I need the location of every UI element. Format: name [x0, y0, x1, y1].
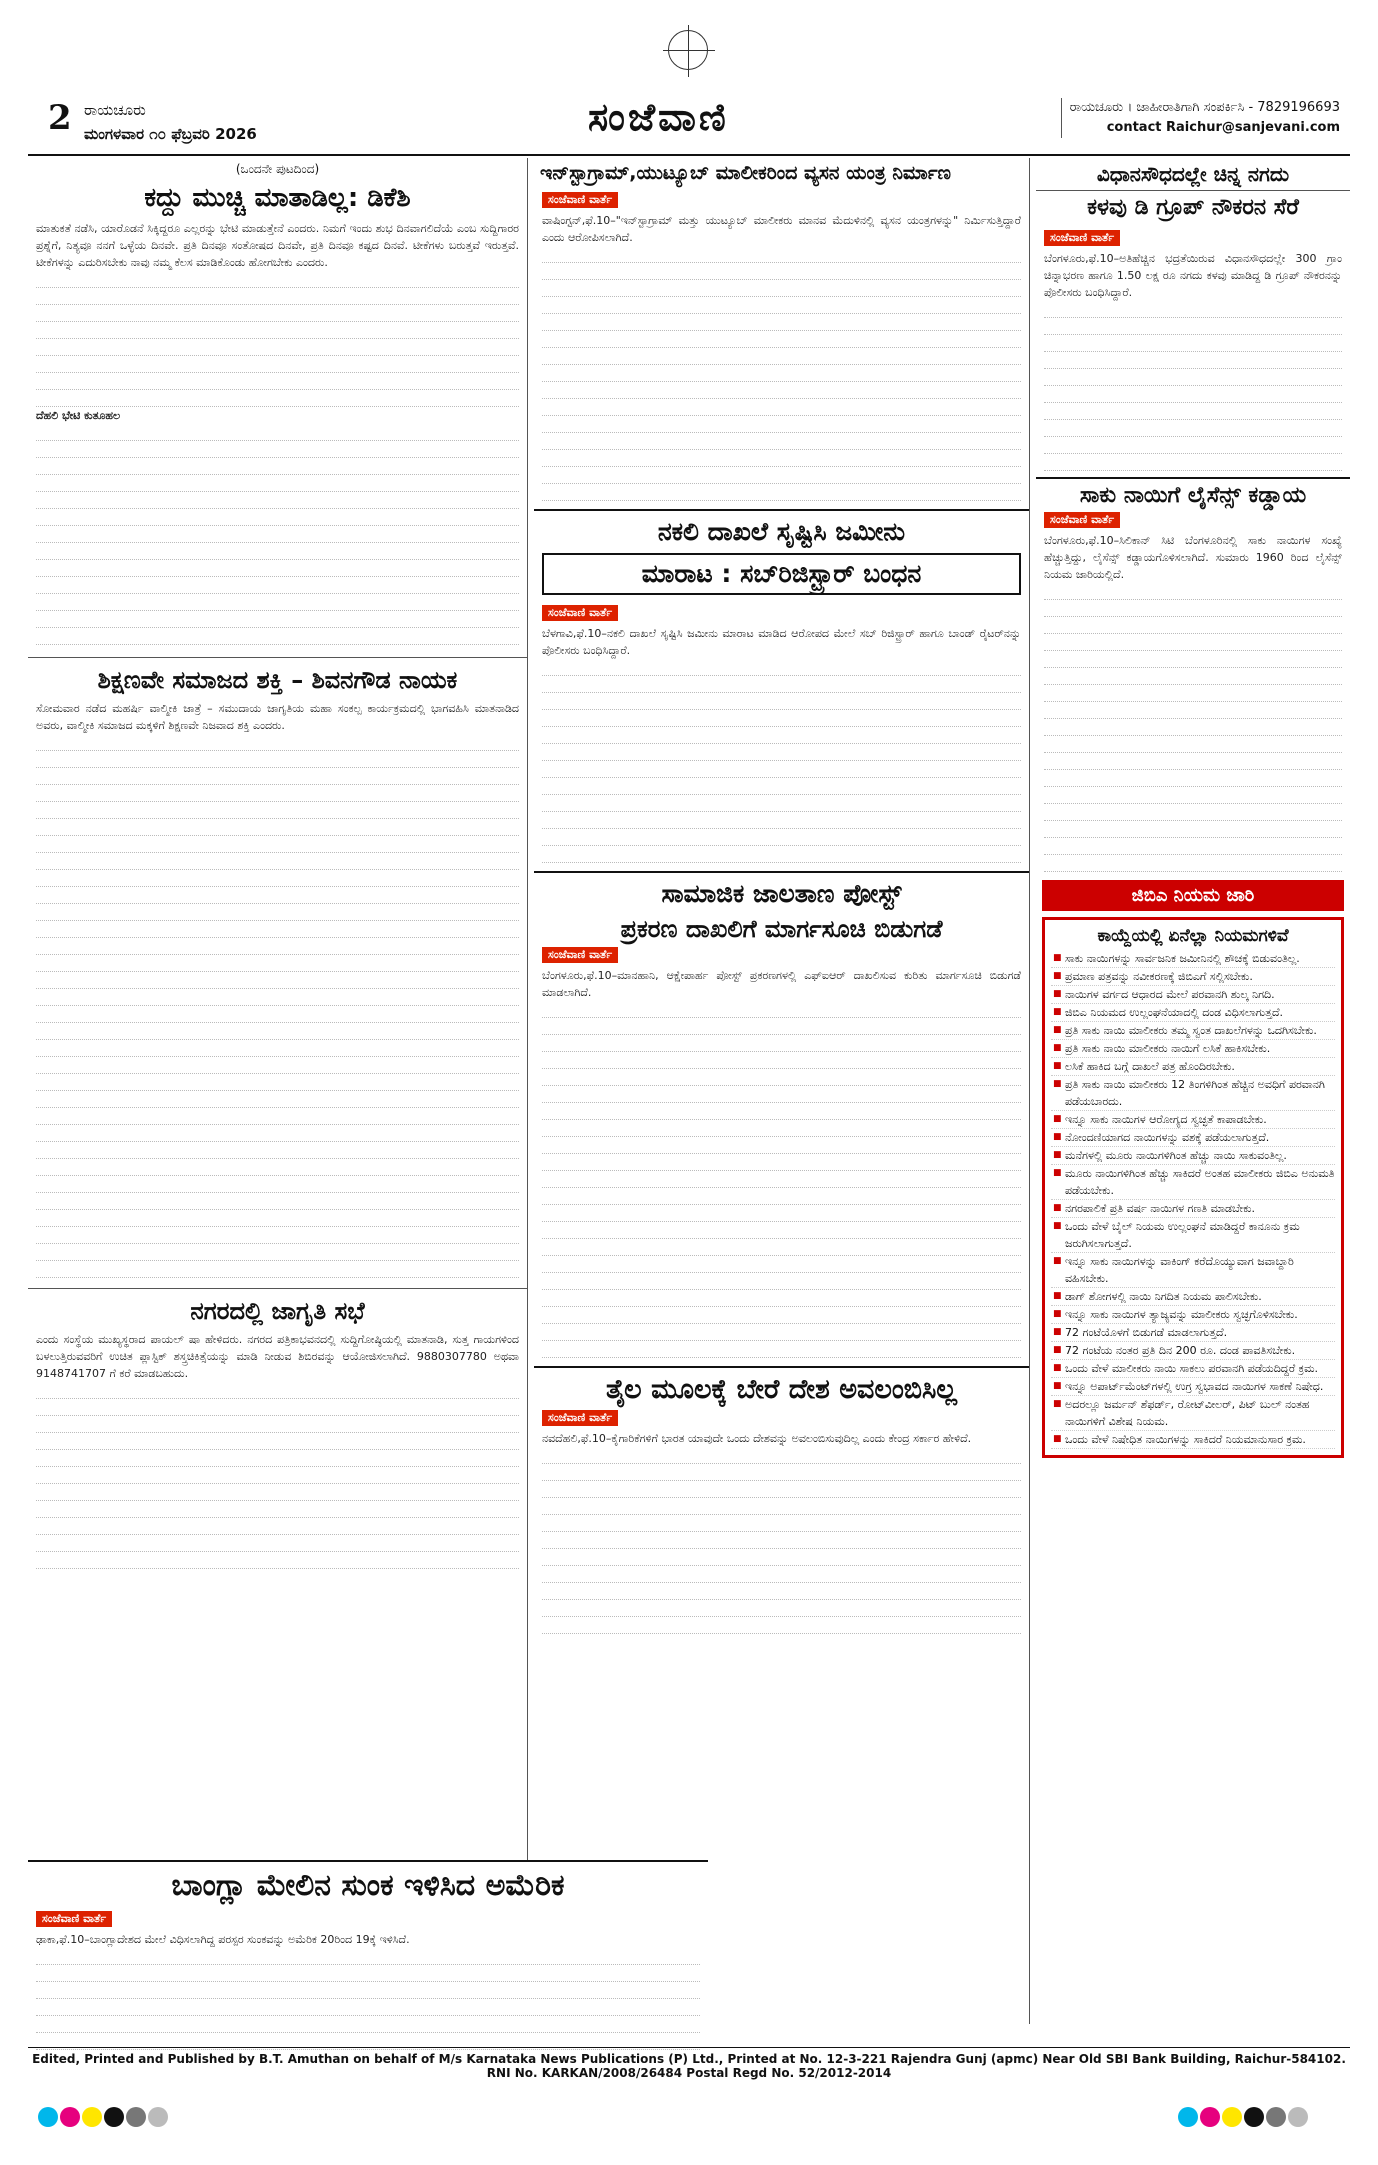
rule-item: ■ ಅದರಲ್ಲೂ ಜರ್ಮನ್ ಶೆಫರ್ಡ್, ರೋಟ್‌ವೀಲರ್, ಪಿಟ್ ಬುಲ್ ನಂತಹ ನಾಯಿಗಳಿಗೆ ವಿಶೇಷ ನಿಯಮ.: [1051, 1396, 1335, 1431]
rule-item: ■ ಲಸಿಕೆ ಹಾಕಿದ ಬಗ್ಗೆ ದಾಖಲೆ ಪತ್ರ ಹೊಂದಿರಬೇಕು.: [1051, 1058, 1335, 1076]
gba-rules-bar: ಜಿಬಿಎ ನಿಯಮ ಜಾರಿ: [1042, 880, 1344, 911]
byline-tag: ಸಂಜೆವಾಣಿ ವಾರ್ತೆ: [542, 947, 618, 963]
article-education-body: ಸೋಮವಾರ ನಡೆದ ಮಹರ್ಷಿ ವಾಲ್ಮೀಕಿ ಜಾತ್ರೆ – ಸಮುದಾಯ ಜಾಗೃತಿಯ ಮಹಾ ಸಂಕಲ್ಪ ಕಾರ್ಯಕ್ರಮದಲ್ಲಿ ಭಾಗವಹಿಸಿ ಮಾತನಾಡಿದ ಅವರು, ವಾಲ್ಮೀಕಿ ಸಮಾಜದ ಮಕ್ಕಳಿಗೆ ಶಿಕ್ಷಣವೇ ನಿಜವಾದ ಶಕ್ತಿ ಎಂದರು.: [36, 702, 519, 732]
article-oil: [534, 1366, 1029, 1634]
article-dog-license: [1036, 477, 1350, 872]
rule-item: ■ ಒಂದು ವೇಳೆ ಮಾಲೀಕರು ನಾಯಿ ಸಾಕಲು ಪರವಾನಗಿ ಪಡೆಯದಿದ್ದರೆ ಕ್ರಮ.: [1051, 1360, 1335, 1378]
article-oil-body: ನವದೆಹಲಿ,ಫೆ.10–ಕೈಗಾರಿಕೆಗಳಿಗೆ ಭಾರತ ಯಾವುದೇ ಒಂದು ದೇಶವನ್ನು ಅವಲಂಬಿಸುವುದಿಲ್ಲ ಎಂದು ಕೇಂದ್ರ ಸರ್ಕಾರ ಹೇಳಿದೆ.: [542, 1432, 972, 1445]
headline-land-sale-2: ಮಾರಾಟ : ಸಬ್‌ರಿಜಿಸ್ಟ್ರಾರ್ ಬಂಧನ: [542, 553, 1021, 595]
rule-item: ■ ನಗರಪಾಲಿಕೆ ಪ್ರತಿ ವರ್ಷ ನಾಯಿಗಳ ಗಣತಿ ಮಾಡಬೇಕು.: [1051, 1200, 1335, 1218]
article-dog-license-body: ಬೆಂಗಳೂರು,ಫೆ.10–ಸಿಲಿಕಾನ್ ಸಿಟಿ ಬೆಂಗಳೂರಿನಲ್ಲಿ ಸಾಕು ನಾಯಿಗಳ ಸಂಖ್ಯೆ ಹೆಚ್ಚುತ್ತಿದ್ದು, ಲೈಸೆನ್ಸ್ ಕಡ್ಡಾಯಗೊಳಿಸಲಾಗಿದೆ. ಸುಮಾರು 1960 ರಿಂದ ಲೈಸೆನ್ಸ್ ನಿಯಮ ಜಾರಿಯಲ್ಲಿದೆ.: [1044, 534, 1342, 581]
column-right: [1036, 158, 1350, 2024]
masthead-date: ಮಂಗಳವಾರ ೧೦ ಫೆಬ್ರವರಿ 2026: [84, 125, 257, 143]
headline-awareness: ನಗರದಲ್ಲಿ ಜಾಗೃತಿ ಸಭೆ: [28, 1288, 527, 1325]
article-education-continued: [28, 734, 527, 1278]
article-dkshi-subhead: ದೆಹಲಿ ಭೇಟಿ ಕುತೂಹಲ: [36, 409, 121, 422]
article-vidhana-continued: [1036, 301, 1350, 471]
rule-item: ■ ನೋಂದಣಿಯಾಗದ ನಾಯಿಗಳನ್ನು ವಶಕ್ಕೆ ಪಡೆಯಲಾಗುತ್ತದೆ.: [1051, 1129, 1335, 1147]
headline-social-1: ಸಾಮಾಜಿಕ ಜಾಲತಾಣ ಪೋಸ್ಟ್: [661, 879, 902, 908]
article-social-media: [534, 871, 1029, 1358]
rule-item: ■ ಮನೆಗಳಲ್ಲಿ ಮೂರು ನಾಯಿಗಳಿಗಿಂತ ಹೆಚ್ಚು ನಾಯಿ ಸಾಕುವಂತಿಲ್ಲ.: [1051, 1147, 1335, 1165]
masthead-ad-contact: ರಾಯಚೂರು । ಜಾಹೀರಾತಿಗಾಗಿ ಸಂಪರ್ಕಿಸಿ - 7829196693: [1069, 100, 1340, 115]
byline-tag: ಸಂಜೆವಾಣಿ ವಾರ್ತೆ: [542, 192, 618, 208]
rule-item: ■ ಪ್ರಮಾಣ ಪತ್ರವನ್ನು ನವೀಕರಣಕ್ಕೆ ಜಿಬಿಎಗೆ ಸಲ್ಲಿಸಬೇಕು.: [1051, 968, 1335, 986]
imprint-footer: Edited, Printed and Published by B.T. Amuthan on behalf of M/s Karnataka News Publications (P) Ltd., Printed at No. 12-3-221 Rajendra Gunj (apmc) Near Old SBI Bank Building, Raichur-584102. RNI No. KARKAN/2008/26484 Postal Regd No. 52/2012-2014: [28, 2047, 1350, 2080]
rule-item: ■ ಇನ್ನೂ ಸಾಕು ನಾಯಿಗಳ ತ್ಯಾಜ್ಯವನ್ನು ಮಾಲೀಕರು ಸ್ವಚ್ಛಗೊಳಿಸಬೇಕು.: [1051, 1306, 1335, 1324]
registration-mark-icon: [668, 30, 708, 70]
rule-item: ■ ಪ್ರತಿ ಸಾಕು ನಾಯಿ ಮಾಲೀಕರು 12 ತಿಂಗಳಿಗಿಂತ ಹೆಚ್ಚಿನ ಅವಧಿಗೆ ಪರವಾನಗಿ ಪಡೆಯಬಾರದು.: [1051, 1076, 1335, 1111]
article-land-sale: [534, 509, 1029, 863]
rules-list: [1051, 950, 1335, 1449]
page-number: 2: [48, 98, 72, 138]
byline-tag: ಸಂಜೆವಾಣಿ ವಾರ್ತೆ: [542, 605, 618, 621]
color-swatches-left: [38, 2107, 238, 2129]
headline-oil: ತೈಲ ಮೂಲಕ್ಕೆ ಬೇರೆ ದೇಶ ಅವಲಂಬಿಸಿಲ್ಲ: [605, 1374, 957, 1405]
article-social-continued: [534, 1001, 1029, 1358]
headline-education: ಶಿಕ್ಷಣವೇ ಸಮಾಜದ ಶಕ್ತಿ – ಶಿವನಗೌಡ ನಾಯಕ: [28, 657, 527, 694]
masthead-city: ರಾಯಚೂರು: [84, 101, 146, 119]
masthead-email: contact Raichur@sanjevani.com: [1106, 120, 1340, 135]
masthead: [28, 94, 1350, 156]
headline-vidhana-1: ವಿಧಾನಸೌಧದಲ್ಲೇ ಚಿನ್ನ ನಗದು: [1096, 162, 1290, 186]
logo-text: ಸಂಜೆವಾಣಿ: [588, 94, 729, 139]
byline-tag: ಸಂಜೆವಾಣಿ ವಾರ್ತೆ: [36, 1911, 112, 1927]
byline-tag: ಸಂಜೆವಾಣಿ ವಾರ್ತೆ: [1044, 512, 1120, 528]
rule-item: ■ ಜಿಬಿಎ ನಿಯಮದ ಉಲ್ಲಂಘನೆಯಾದಲ್ಲಿ ದಂಡ ವಿಧಿಸಲಾಗುತ್ತದೆ.: [1051, 1004, 1335, 1022]
column-middle: [534, 158, 1030, 2024]
rule-item: ■ 72 ಗಂಟೆಯ ನಂತರ ಪ್ರತಿ ದಿನ 200 ರೂ. ದಂಡ ಪಾವತಿಸಬೇಕು.: [1051, 1342, 1335, 1360]
newspaper-logo: [588, 94, 729, 140]
rule-item: ■ ಒಂದು ವೇಳೆ ಬೈಲ್ ನಿಯಮ ಉಲ್ಲಂಘನೆ ಮಾಡಿದ್ದರೆ ಕಾನೂನು ಕ್ರಮ ಜರುಗಿಸಲಾಗುತ್ತದೆ.: [1051, 1218, 1335, 1253]
rule-item: ■ ಮೂರು ನಾಯಿಗಳಿಗಿಂತ ಹೆಚ್ಚು ಸಾಕಿದರೆ ಅಂತಹ ಮಾಲೀಕರು ಜಿಬಿಎ ಅನುಮತಿ ಪಡೆಯಬೇಕು.: [1051, 1165, 1335, 1200]
article-land-sale-body: ಬೆಳಗಾವಿ,ಫೆ.10–ನಕಲಿ ದಾಖಲೆ ಸೃಷ್ಟಿಸಿ ಜಮೀನು ಮಾರಾಟ ಮಾಡಿದ ಆರೋಪದ ಮೇಲೆ ಸಬ್ ರಿಜಿಸ್ಟ್ರಾರ್ ಹಾಗೂ ಬಾಂಡ್ ರೈಟರ್‌ನನ್ನು ಪೊಲೀಸರು ಬಂಧಿಸಿದ್ದಾರೆ.: [542, 627, 1021, 657]
headline-instagram: ಇನ್‌ಸ್ಟಾಗ್ರಾಮ್,ಯುಟ್ಯೂಬ್ ಮಾಲೀಕರಿಂದ ವ್ಯಸನ ಯಂತ್ರ ನಿರ್ಮಾಣ: [540, 162, 952, 184]
newspaper-page: [28, 22, 1350, 2142]
masthead-contact: [1061, 98, 1340, 138]
masthead-date-block: [84, 98, 257, 146]
color-swatches-right: [1178, 2107, 1378, 2129]
headline-bangladesh: ಬಾಂಗ್ಲಾ ಮೇಲಿನ ಸುಂಕ ಇಳಿಸಿದ ಅಮೆರಿಕ: [171, 1868, 565, 1903]
rule-item: ■ ಇನ್ನೂ ಅಪಾರ್ಟ್‌ಮೆಂಟ್‌ಗಳಲ್ಲಿ ಉಗ್ರ ಸ್ವಭಾವದ ನಾಯಿಗಳ ಸಾಕಣೆ ನಿಷೇಧ.: [1051, 1378, 1335, 1396]
column-left: [28, 158, 528, 2024]
printer-marks: [28, 22, 1350, 92]
headline-dog-license: ಸಾಕು ನಾಯಿಗೆ ಲೈಸೆನ್ಸ್ ಕಡ್ಡಾಯ: [1079, 483, 1307, 508]
headline-dkshi: ಕದ್ದು ಮುಚ್ಚಿ ಮಾತಾಡಿಲ್ಲ: ಡಿಕೆಶಿ: [144, 183, 411, 213]
article-awareness-continued: [28, 1382, 527, 1569]
article-dkshi-continued: [28, 271, 527, 407]
continued-label: (ಒಂದನೇ ಪುಟದಿಂದ): [235, 162, 320, 176]
rules-box: [1042, 917, 1344, 1458]
headline-vidhana-2: ಕಳವು ಡಿ ಗ್ರೂಪ್ ನೌಕರನ ಸೆರೆ: [1036, 190, 1350, 220]
rule-item: ■ ನಾಯಿಗಳ ವರ್ಗದ ಆಧಾರದ ಮೇಲೆ ಪರವಾನಗಿ ಶುಲ್ಕ ನಿಗದಿ.: [1051, 986, 1335, 1004]
rule-item: ■ ಒಂದು ವೇಳೆ ನಿಷೇಧಿತ ನಾಯಿಗಳನ್ನು ಸಾಕಿದರೆ ನಿಯಮಾನುಸಾರ ಕ್ರಮ.: [1051, 1431, 1335, 1449]
rule-item: ■ ಪ್ರತಿ ಸಾಕು ನಾಯಿ ಮಾಲೀಕರು ತಮ್ಮ ಸ್ವಂತ ದಾಖಲೆಗಳನ್ನು ಒದಗಿಸಬೇಕು.: [1051, 1022, 1335, 1040]
rule-item: ■ ಸಾಕು ನಾಯಿಗಳನ್ನು ಸಾರ್ವಜನಿಕ ಜಮೀನಿನಲ್ಲಿ ಶೌಚಕ್ಕೆ ಬಿಡುವಂತಿಲ್ಲ.: [1051, 950, 1335, 968]
article-instagram-body: ವಾಷಿಂಗ್ಟನ್,ಫೆ.10–"ಇನ್‌ಸ್ಟಾಗ್ರಾಮ್ ಮತ್ತು ಯುಟ್ಯೂಬ್ ಮಾಲೀಕರು ಮಾನವ ಮೆದುಳಿನಲ್ಲಿ ವ್ಯಸನ ಯಂತ್ರಗಳನ್ನು" ನಿರ್ಮಿಸುತ್ತಿದ್ದಾರೆ ಎಂದು ಆರೋಪಿಸಲಾಗಿದೆ.: [542, 214, 1021, 244]
article-bangladesh-body: ಢಾಕಾ,ಫೆ.10–ಬಾಂಗ್ಲಾದೇಶದ ಮೇಲೆ ವಿಧಿಸಲಾಗಿದ್ದ ಪರಸ್ಪರ ಸುಂಕವನ್ನು ಅಮೆರಿಕ 20ರಿಂದ 19ಕ್ಕೆ ಇಳಿಸಿದೆ.: [36, 1933, 410, 1946]
rule-item: ■ 72 ಗಂಟೆಯೊಳಗೆ ಬಿಡುಗಡೆ ಮಾಡಲಾಗುತ್ತದೆ.: [1051, 1324, 1335, 1342]
article-land-sale-continued: [534, 659, 1029, 863]
rules-box-title: ಕಾಯ್ದೆಯಲ್ಲಿ ಏನೆಲ್ಲಾ ನಿಯಮಗಳಿವೆ: [1097, 926, 1289, 946]
headline-social-2: ಪ್ರಕರಣ ದಾಖಲಿಗೆ ಮಾರ್ಗಸೂಚಿ ಬಿಡುಗಡೆ: [620, 915, 943, 943]
rule-item: ■ ಪ್ರತಿ ಸಾಕು ನಾಯಿ ಮಾಲೀಕರು ನಾಯಿಗೆ ಲಸಿಕೆ ಹಾಕಿಸಬೇಕು.: [1051, 1040, 1335, 1058]
rule-item: ■ ಇನ್ನೂ ಸಾಕು ನಾಯಿಗಳ ಆರೋಗ್ಯದ ಸ್ವಚ್ಛತೆ ಕಾಪಾಡಬೇಕು.: [1051, 1111, 1335, 1129]
headline-land-sale-1: ನಕಲಿ ದಾಖಲೆ ಸೃಷ್ಟಿಸಿ ಜಮೀನು: [657, 517, 906, 546]
article-social-body: ಬೆಂಗಳೂರು,ಫೆ.10–ಮಾನಹಾನಿ, ಆಕ್ಷೇಪಾರ್ಹ ಪೋಸ್ಟ್ ಪ್ರಕರಣಗಳಲ್ಲಿ ಎಫ್‌ಐಆರ್ ದಾಖಲಿಸುವ ಕುರಿತು ಮಾರ್ಗಸೂಚಿ ಬಿಡುಗಡೆ ಮಾಡಲಾಗಿದೆ.: [542, 969, 1021, 999]
article-oil-continued: [534, 1447, 1029, 1634]
article-dkshi-body: ಮಾತುಕತೆ ನಡೆಸಿ, ಯಾರೊಡನೆ ಸಿಕ್ಕಿದ್ದರೂ ಎಲ್ಲರನ್ನು ಭೇಟಿ ಮಾಡುತ್ತೇನೆ ಎಂದರು. ನಿಮಗೆ ಇಂದು ಶುಭ ದಿನವಾಗಲಿದೆಯೆ ಎಂಬ ಸುದ್ದಿಗಾರರ ಪ್ರಶ್ನೆಗೆ, ನಿತ್ಯವೂ ನನಗೆ ಒಳ್ಳೆಯ ದಿನವೇ. ಪ್ರತಿ ದಿನವೂ ಸಂತೋಷದ ದಿನವೇ, ಪ್ರತಿ ದಿನವೂ ಕಷ್ಟದ ದಿನವೆ. ಟೀಕೆಗಳು ಬರುತ್ತವೆ ಇರುತ್ತವೆ. ಟೀಕೆಗಳನ್ನು ಎದುರಿಸಬೇಕು ನಾವು ನಮ್ಮ ಕೆಲಸ ಮಾಡಿಕೊಂಡು ಹೋಗಬೇಕು ಎಂದರು.: [36, 222, 519, 269]
byline-tag: ಸಂಜೆವಾಣಿ ವಾರ್ತೆ: [1044, 230, 1120, 246]
article-awareness-body: ಎಂದು ಸಂಸ್ಥೆಯ ಮುಖ್ಯಸ್ಥರಾದ ಪಾಯಲ್ ಷಾ ಹೇಳಿದರು. ನಗರದ ಪತ್ರಿಕಾಭವನದಲ್ಲಿ ಸುದ್ದಿಗೋಷ್ಠಿಯಲ್ಲಿ ಮಾತನಾಡಿ, ಸುತ್ತ ಗಾಯಗಳಿಂದ ಬಳಲುತ್ತಿರುವವರಿಗೆ ಉಚಿತ ಪ್ಲಾಸ್ಟಿಕ್ ಶಸ್ತ್ರಚಿಕಿತ್ಸೆಯನ್ನು ಮಾಡಿ ನೀಡುವ ಶಿಬಿರವನ್ನು ಆಯೋಜಿಸಲಾಗಿದೆ. 9880307780 ಅಥವಾ 9148741707 ಗೆ ಕರೆ ಮಾಡಬಹುದು.: [36, 1333, 519, 1380]
article-dkshi-continued-2: [28, 424, 527, 645]
byline-tag: ಸಂಜೆವಾಣಿ ವಾರ್ತೆ: [542, 1410, 618, 1426]
article-instagram-continued: [534, 246, 1029, 501]
rule-item: ■ ಡಾಗ್ ಶೋಗಳಲ್ಲಿ ನಾಯಿ ನಿಗದಿತ ನಿಯಮ ಪಾಲಿಸಬೇಕು.: [1051, 1288, 1335, 1306]
rule-item: ■ ಇನ್ನೂ ಸಾಕು ನಾಯಿಗಳನ್ನು ವಾಕಿಂಗ್ ಕರೆದೊಯ್ಯುವಾಗ ಜವಾಬ್ದಾರಿ ವಹಿಸಬೇಕು.: [1051, 1253, 1335, 1288]
article-vidhana-body: ಬೆಂಗಳೂರು,ಫೆ.10–ಅತಿಹೆಚ್ಚಿನ ಭದ್ರತೆಯಿರುವ ವಿಧಾನಸೌಧದಲ್ಲೇ 300 ಗ್ರಾಂ ಚಿನ್ನಾಭರಣ ಹಾಗೂ 1.50 ಲಕ್ಷ ರೂ ನಗದು ಕಳವು ಮಾಡಿದ್ದ ಡಿ ಗ್ರೂಪ್ ನೌಕರನನ್ನು ಪೊಲೀಸರು ಬಂಧಿಸಿದ್ದಾರೆ.: [1044, 252, 1342, 299]
article-dog-license-continued: [1036, 583, 1350, 872]
